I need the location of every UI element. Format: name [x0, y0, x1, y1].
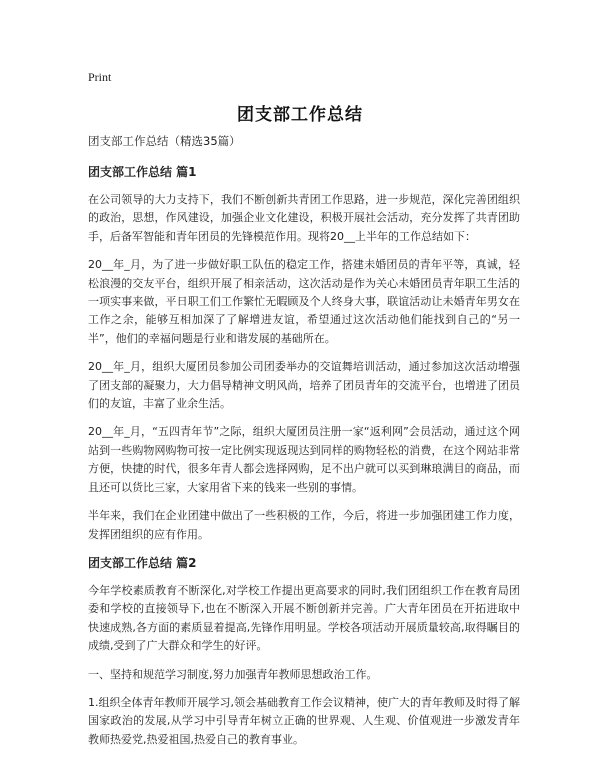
section-1 [88, 163, 520, 544]
section-heading: 团支部工作总结 篇2 [88, 555, 197, 570]
paragraph: 今年学校素质教育不断深化,对学校工作提出更高要求的同时,我们团组织工作在教育局团委和学校的直接领导下,也在不断深入开展不断创新并完善。广大青年团员在开拓进取中快速成熟,各方面的素质显着提高,先锋作用明显。学校各项活动开展质量较高,取得瞩目的成绩,受到了广大群众和学生的好评。 [88, 583, 520, 653]
section-2 [88, 554, 520, 749]
print-label: Print [88, 70, 112, 84]
document-body [88, 132, 520, 759]
paragraph: 一、坚持和规范学习制度,努力加强青年教师思想政治工作。 [88, 667, 378, 681]
paragraph: 20__年_月，“五四青年节”之际，组织大厦团员注册一家“返利网”会员活动，通过这个网站到一些购物网购物可按一定比例实现返现达到同样的购物轻松的消费，在这个网站非常方便，快捷的时代，很多年青人都会选择网购，足不出户就可以买到琳琅满目的商品，而且还可以货比三家，大家用省下来的钱来一些别的事情。 [88, 425, 520, 494]
paragraph: 20__年_月，组织大厦团员参加公司团委举办的交谊舞培训活动，通过参加这次活动增强了团支部的凝聚力，大力倡导精神文明风尚，培养了团员青年的交流平台，也增进了团员们的友谊，丰富了业余生活。 [88, 360, 520, 411]
document-title: 团支部工作总结 [237, 105, 363, 125]
paragraph: 1.组织全体青年教师开展学习,领会基础教育工作会议精神，使广大的青年教师及时得了解国家政治的发展,从学习中引导青年树立正确的世界观、人生观、价值观进一步激发青年教师热爱党,热爱祖国,热爱自己的教育事业。 [88, 695, 520, 746]
paragraph: 20__年_月，为了进一步做好职工队伍的稳定工作，搭建未婚团员的青年平等，真诚，轻松浪漫的交友平台，组织开展了相亲活动，这次活动是作为关心未婚团员青年职工生活的一项实事来做，平日职工们工作繁忙无暇顾及个人终身大事，联谊活动让未婚青年男女在工作之余，能够互相加深了了解增进友谊，希望通过这次活动他们能找到自己的“另一半”，他们的幸福问题是行业和谐发展的基础所在。 [88, 258, 520, 345]
section-heading: 团支部工作总结 篇1 [88, 165, 197, 179]
document-subtitle: 团支部工作总结（精选35篇） [88, 134, 241, 148]
paragraph: 半年来，我们在企业团建中做出了一些积极的工作，今后，将进一步加强团建工作力度，发挥团组织的应有作用。 [88, 509, 520, 541]
paragraph: 在公司领导的大力支持下，我们不断创新共青团工作思路，进一步规范，深化完善团组织的政治，思想，作风建设，加强企业文化建设，积极开展社会活动，充分发挥了共青团助手，后备军智能和青年团员的先锋模范作用。现将20__上半年的工作总结如下： [88, 193, 520, 243]
